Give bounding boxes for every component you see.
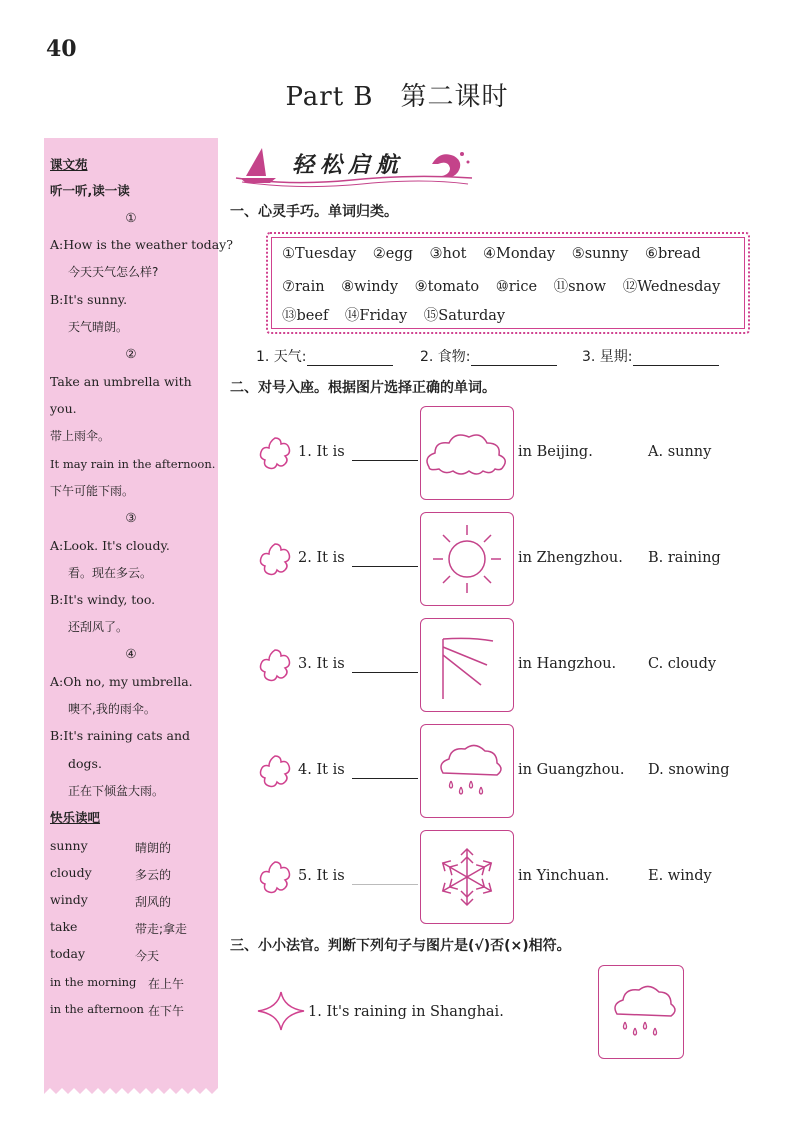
question-text: 4. It is <box>298 762 345 778</box>
judge-row <box>256 964 736 1060</box>
question-text: 5. It is <box>298 868 345 884</box>
sun-icon <box>421 513 513 605</box>
question-city: in Zhengzhou. <box>518 550 623 566</box>
cloud-icon <box>421 407 513 499</box>
question-city: in Hangzhou. <box>518 656 617 672</box>
answer-line[interactable] <box>352 460 418 461</box>
weather-picture <box>420 830 514 924</box>
blank-label: 1. 天气: <box>256 349 307 365</box>
vocab-zh: 多云的 <box>135 868 172 882</box>
dialogue-line: 看。现在多云。 <box>68 566 153 580</box>
page-title: Part B 第二课时 <box>285 82 509 112</box>
banner-logo <box>232 142 482 190</box>
question-row <box>256 724 776 820</box>
word-item: ③hot <box>429 246 467 262</box>
dialogue-line: A:Oh no, my umbrella. <box>50 674 193 689</box>
dialogue-number: ① <box>125 210 137 225</box>
weather-picture <box>420 618 514 712</box>
word-item: ⑥bread <box>644 246 701 262</box>
dialogue-line: 噢不,我的雨伞。 <box>68 702 156 716</box>
question-city: in Beijing. <box>518 444 593 460</box>
blank-weekday <box>582 346 719 366</box>
question-text: 2. It is <box>298 550 345 566</box>
dialogue-line: B:It's windy, too. <box>50 592 156 607</box>
dialogue-line: B:It's raining cats and <box>50 728 191 743</box>
rain-icon <box>599 966 683 1058</box>
option-label: C. cloudy <box>648 656 717 672</box>
word-item: ⑤sunny <box>571 246 629 262</box>
question-row <box>256 830 776 926</box>
vocab-en: windy <box>50 892 88 907</box>
flower-bullet-icon <box>256 646 294 684</box>
sidebar-subtitle: 听一听,读一读 <box>50 183 130 198</box>
flower-bullet-icon <box>256 540 294 578</box>
dialogue-number: ④ <box>125 646 137 661</box>
judge-sentence: 1. It's raining in Shanghai. <box>308 1004 504 1020</box>
sidebar-section-title: 课文苑 <box>50 157 88 172</box>
word-item: ⑪snow <box>553 279 607 295</box>
answer-line[interactable] <box>352 672 418 673</box>
question-row <box>256 406 776 502</box>
part1-heading: 一、心灵手巧。单词归类。 <box>230 204 398 220</box>
blank-food <box>420 346 557 366</box>
blank-weather <box>256 346 393 366</box>
word-item: ⑦rain <box>282 279 325 295</box>
vocab-zh: 在上午 <box>148 977 185 991</box>
vocab-en: in the morning <box>50 975 137 989</box>
word-line <box>282 275 732 296</box>
blank-label: 3. 星期: <box>582 349 633 365</box>
answer-line[interactable] <box>352 566 418 567</box>
dialogue-line: 天气晴朗。 <box>68 320 129 334</box>
sidebar-section-title: 快乐读吧 <box>50 810 101 825</box>
question-text: 3. It is <box>298 656 345 672</box>
question-city: in Yinchuan. <box>518 868 610 884</box>
word-line <box>282 304 517 325</box>
answer-line[interactable] <box>471 349 557 366</box>
dialogue-number: ② <box>125 346 137 361</box>
star-bullet-icon <box>256 990 306 1032</box>
banner-title: 轻松启航 <box>292 153 405 178</box>
vocab-zh: 带走;拿走 <box>135 922 188 936</box>
snowflake-icon <box>421 831 513 923</box>
vocab-en: today <box>50 946 86 961</box>
dialogue-line: 正在下倾盆大雨。 <box>68 784 165 798</box>
dialogue-line: Take an umbrella with <box>50 374 192 389</box>
vocab-zh: 在下午 <box>148 1004 185 1018</box>
option-label: B. raining <box>648 550 721 566</box>
sidebar-zigzag-edge <box>44 1086 218 1096</box>
word-item: ⑧windy <box>341 279 399 295</box>
dialogue-line: 今天天气怎么样? <box>68 265 159 279</box>
vocab-zh: 晴朗的 <box>135 841 172 855</box>
word-box <box>266 232 750 334</box>
option-label: A. sunny <box>648 444 712 460</box>
dialogue-line: A:How is the weather today? <box>50 237 233 252</box>
answer-line[interactable] <box>352 778 418 779</box>
vocab-zh: 今天 <box>135 949 160 963</box>
question-city: in Guangzhou. <box>518 762 625 778</box>
dialogue-line: you. <box>50 401 77 416</box>
dialogue-line: dogs. <box>68 756 102 771</box>
weather-picture <box>420 406 514 500</box>
word-item: ②egg <box>372 246 413 262</box>
rain-icon <box>421 725 513 817</box>
weather-picture <box>420 724 514 818</box>
word-item: ④Monday <box>483 246 556 262</box>
dialogue-line: A:Look. It's cloudy. <box>50 538 170 553</box>
question-text: 1. It is <box>298 444 345 460</box>
vocab-zh: 刮风的 <box>135 895 172 909</box>
question-row <box>256 512 776 608</box>
vocab-en: cloudy <box>50 865 92 880</box>
option-label: E. windy <box>648 868 712 884</box>
dialogue-line: B:It's sunny. <box>50 292 128 307</box>
vocab-en: in the afternoon <box>50 1002 144 1016</box>
word-item: ⑮Saturday <box>423 308 506 324</box>
part3-heading: 三、小小法官。判断下列句子与图片是(√)否(×)相符。 <box>230 938 571 954</box>
answer-line[interactable] <box>307 349 393 366</box>
dialogue-line: It may rain in the afternoon. <box>50 457 216 471</box>
word-item: ⑩rice <box>495 279 538 295</box>
flower-bullet-icon <box>256 858 294 896</box>
flower-bullet-icon <box>256 752 294 790</box>
flower-bullet-icon <box>256 434 294 472</box>
weather-picture <box>420 512 514 606</box>
word-item: ①Tuesday <box>282 246 357 262</box>
weather-picture <box>598 965 684 1059</box>
vocab-en: take <box>50 919 78 934</box>
dialogue-number: ③ <box>125 510 137 525</box>
answer-line[interactable] <box>352 884 418 885</box>
word-item: ⑫Wednesday <box>622 279 721 295</box>
word-line <box>282 246 713 262</box>
word-item: ⑬beef <box>282 308 329 324</box>
part2-heading: 二、对号入座。根据图片选择正确的单词。 <box>230 380 496 396</box>
answer-line[interactable] <box>633 349 719 366</box>
wind-icon <box>421 619 513 711</box>
vocab-en: sunny <box>50 838 88 853</box>
option-label: D. snowing <box>648 762 730 778</box>
dialogue-line: 带上雨伞。 <box>50 429 111 443</box>
word-item: ⑨tomato <box>414 279 480 295</box>
word-item: ⑭Friday <box>344 308 408 324</box>
dialogue-line: 还刮风了。 <box>68 620 129 634</box>
blank-label: 2. 食物: <box>420 349 471 365</box>
dialogue-line: 下午可能下雨。 <box>50 484 135 498</box>
question-row <box>256 618 776 714</box>
page-number: 40 <box>46 36 77 62</box>
